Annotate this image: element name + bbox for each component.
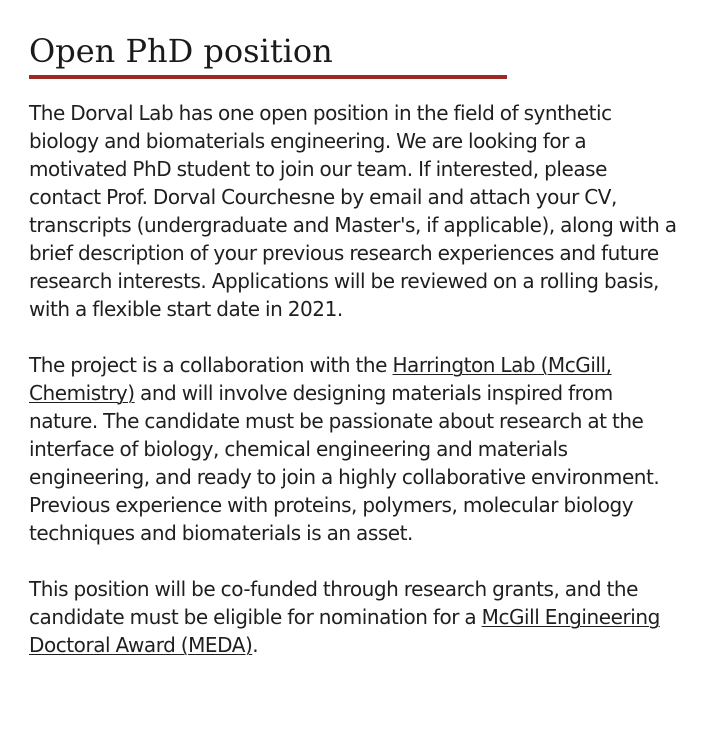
paragraph-funding-text-start: This position will be co-funded through research grants, and the candidate must be eligible for nomination for a xyxy=(29,577,638,629)
posting-body xyxy=(29,99,679,659)
paragraph-project xyxy=(29,351,679,547)
job-posting xyxy=(29,30,679,659)
paragraph-funding xyxy=(29,575,679,659)
paragraph-intro: The Dorval Lab has one open position in the field of synthetic biology and biomaterials engineering. We are looking for a motivated PhD student to join our team. If interested, please contact Prof. Dorval Courchesne by email and attach your CV, transcripts (undergraduate and Master's, if applicable), along with a brief description of your previous research experiences and future research interests. Applications will be reviewed on a rolling basis, with a flexible start date in 2021. xyxy=(29,101,677,321)
harrington-lab-link[interactable]: Harrington Lab (McGill, Chemistry) xyxy=(29,353,612,405)
title-underline-divider xyxy=(29,75,507,79)
page-title: Open PhD position xyxy=(29,32,333,70)
paragraph-project-text-start: The project is a collaboration with the xyxy=(29,353,393,377)
paragraph-funding-text-end: . xyxy=(252,633,259,657)
meda-award-link[interactable]: McGill Engineering Doctoral Award (MEDA) xyxy=(29,605,660,657)
paragraph-project-text-end: and will involve designing materials inspired from nature. The candidate must be passionate about research at the interface of biology, chemical engineering and materials engineering, and ready to join a highly collaborative environment. Previous experience with proteins, polymers, molecular biology techniques and biomaterials is an asset. xyxy=(29,381,660,545)
